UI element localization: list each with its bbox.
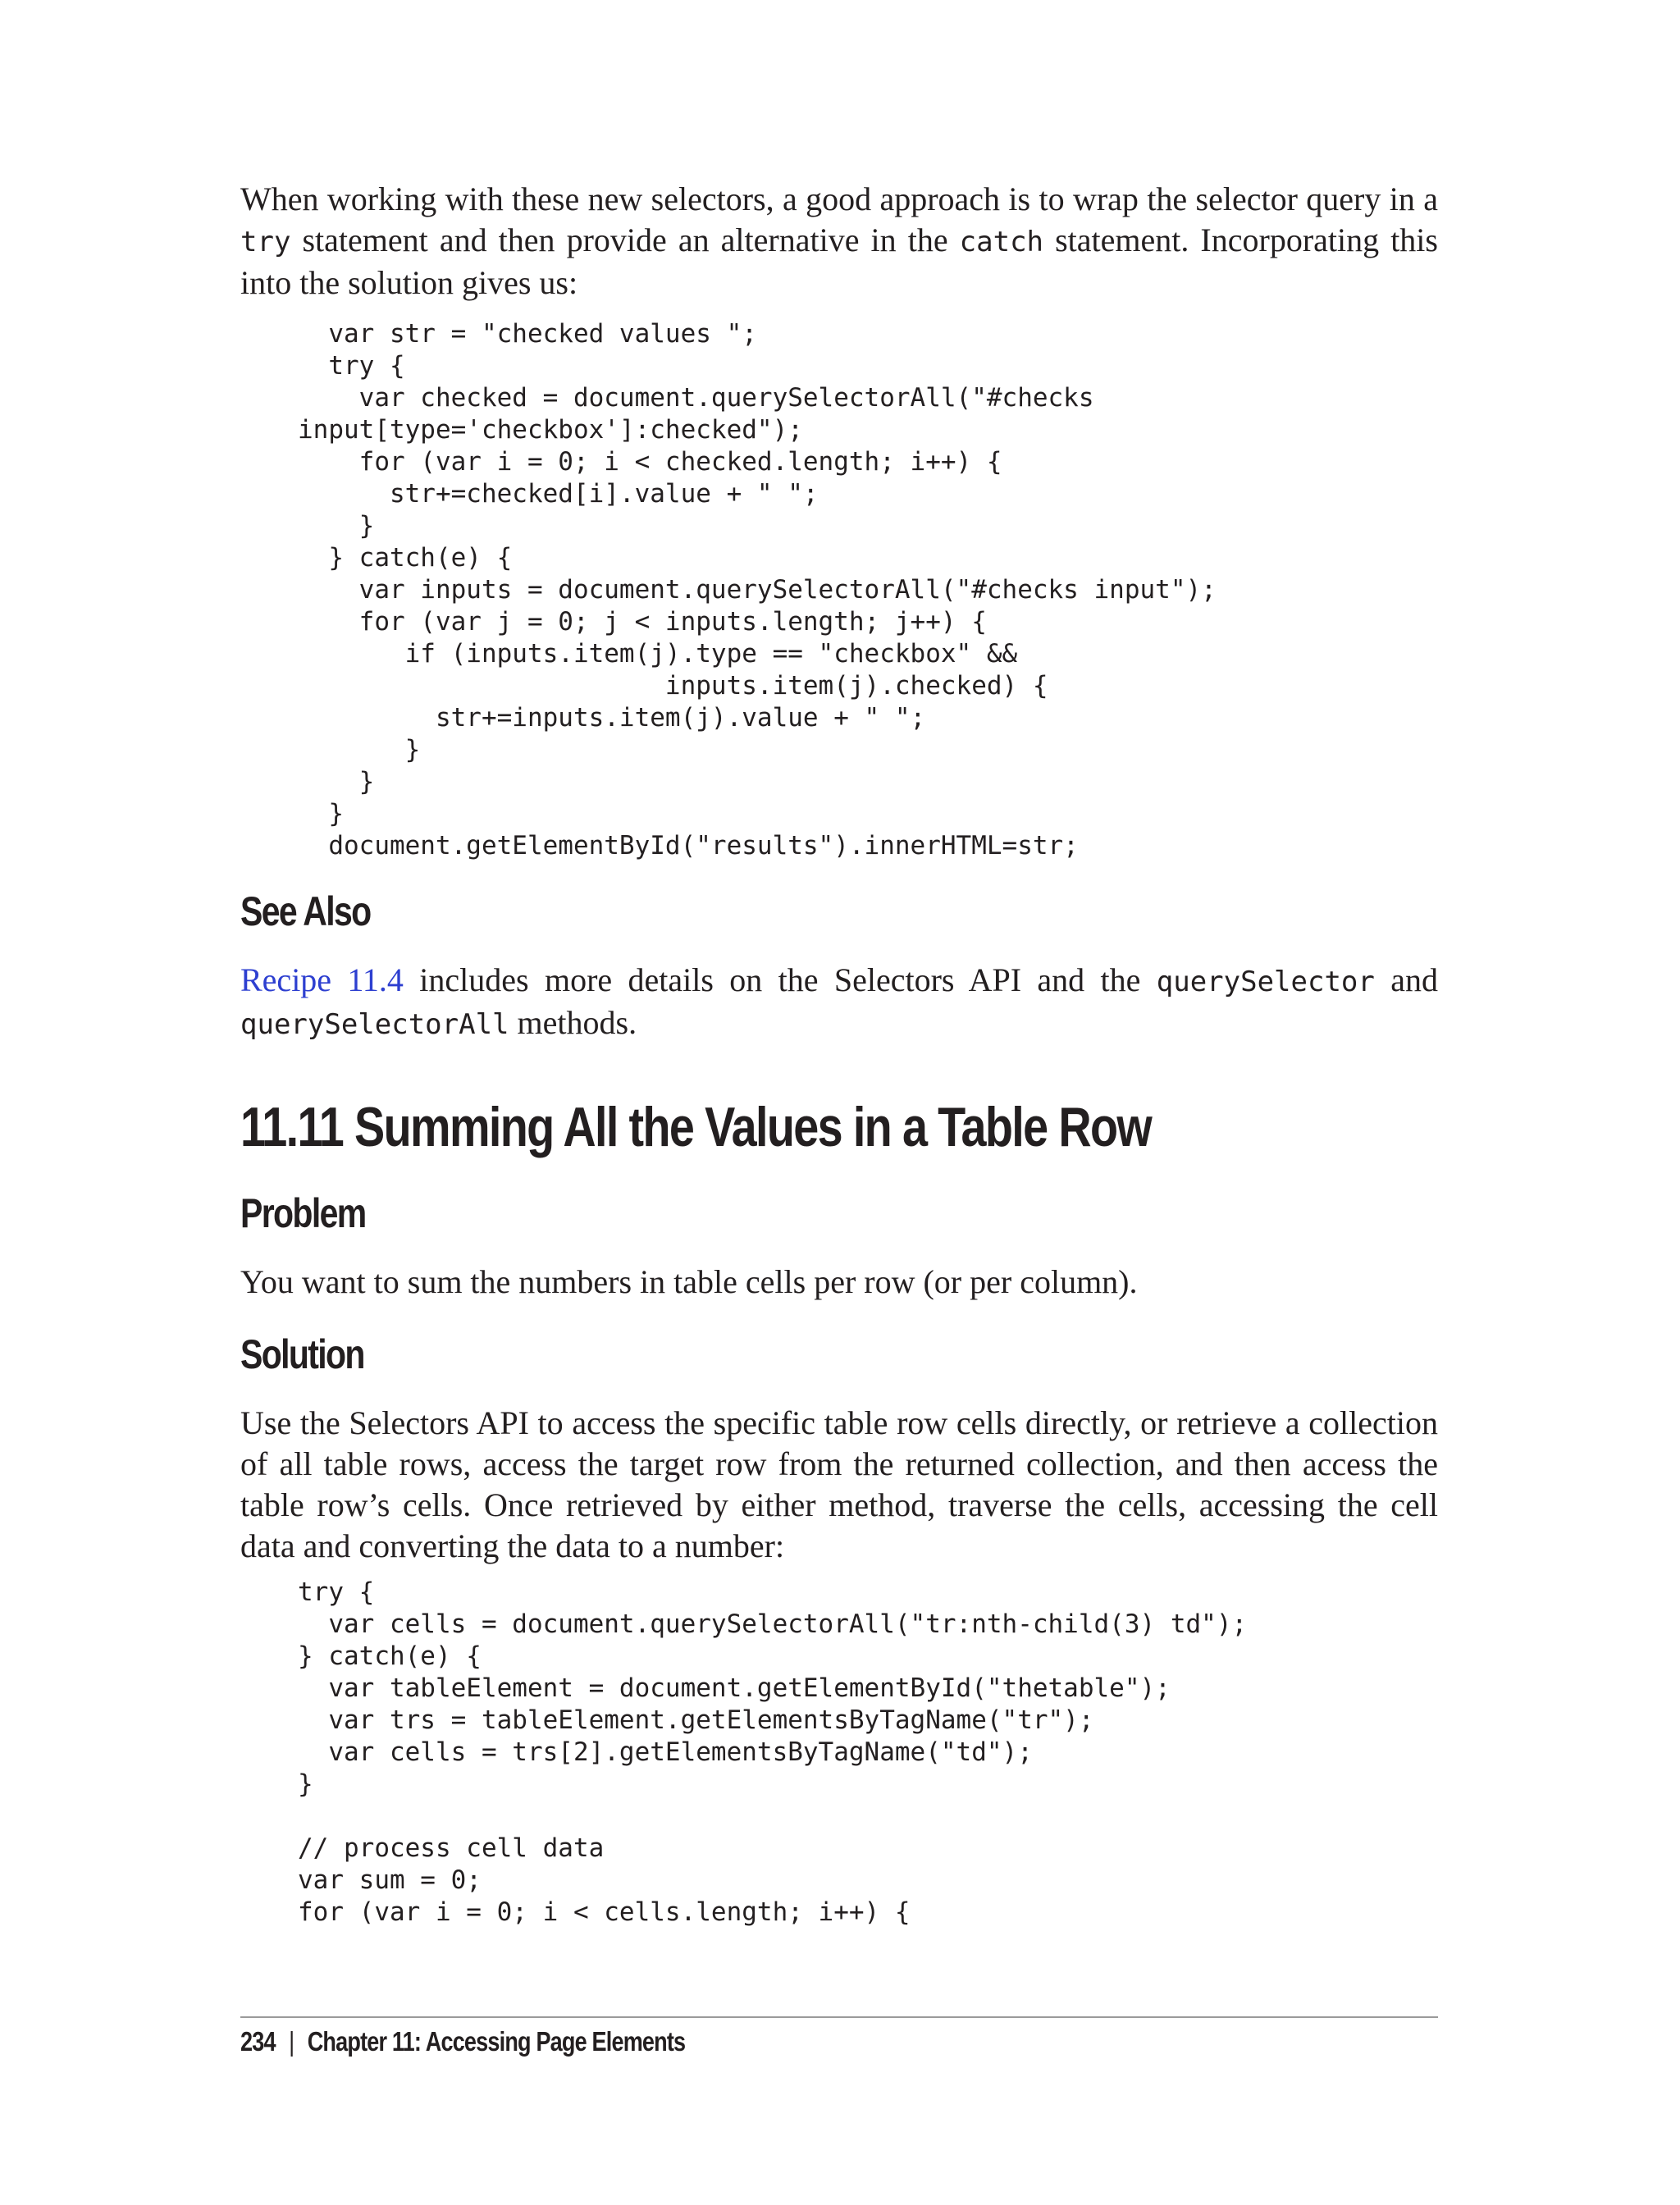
recipe-link[interactable]: Recipe 11.4 bbox=[240, 961, 404, 998]
inline-code-catch: catch bbox=[959, 226, 1044, 258]
chapter-title: Chapter 11: Accessing Page Elements bbox=[307, 2026, 686, 2057]
intro-paragraph: When working with these new selectors, a good approach is to wrap the selector query in a try statement and then provide an alternative in the catch statement. Incorporating this into the solution gives us: bbox=[240, 180, 1438, 301]
footer-separator: | bbox=[289, 2026, 294, 2057]
code-block-sum-cells: try { var cells = document.querySelectorAll("tr:nth-child(3) td"); } catch(e) { var tableElement = document.getElementById("thetable"); var trs = tableElement.getElementsByTagName("tr"); var cells = trs[2].getElementsByTagName("td"); } // process cell data var sum = 0; for (var i = 0; i < cells.length; i++) { bbox=[298, 1577, 1248, 1927]
solution-text: Use the Selectors API to access the specific table row cells directly, or retrieve a collection of all table rows, access the target row from the returned collection, and then access the table row’s cells. Once retrieved by either method, traverse the cells, accessing the cell data and converting the data to a number: bbox=[240, 1404, 1438, 1564]
problem-text: You want to sum the numbers in table cells per row (or per column). bbox=[240, 1263, 1138, 1300]
page-footer bbox=[240, 2026, 685, 2057]
see-also-heading: See Also bbox=[240, 888, 371, 934]
page-number: 234 bbox=[240, 2026, 276, 2057]
see-also-paragraph: Recipe 11.4 includes more details on the Selectors API and the querySelector and querySelectorAll methods. bbox=[240, 961, 1438, 1041]
inline-code-queryselectorall: querySelectorAll bbox=[240, 1008, 509, 1041]
code-block-checked-values: var str = "checked values "; try { var checked = document.querySelectorAll("#checks input[type='checkbox']:checked"); for (var i = 0; i < checked.length; i++) { str+=checked[i].value + " "; } } catch(e) { var inputs = document.querySelectorAll("#checks input"); for (var j = 0; j < inputs.length; j++) { if (inputs.item(j).type == "checkbox" && inputs.item(j).checked) { str+=inputs.item(j).value + " "; } } } document.getElementById("results").innerHTML=str; bbox=[298, 319, 1217, 861]
inline-code-try: try bbox=[240, 226, 291, 258]
problem-heading: Problem bbox=[240, 1190, 366, 1236]
section-title: 11.11 Summing All the Values in a Table Row bbox=[240, 1096, 1152, 1158]
footer-divider bbox=[240, 2016, 1438, 2018]
inline-code-queryselector: querySelector bbox=[1156, 966, 1375, 998]
solution-heading: Solution bbox=[240, 1331, 364, 1377]
